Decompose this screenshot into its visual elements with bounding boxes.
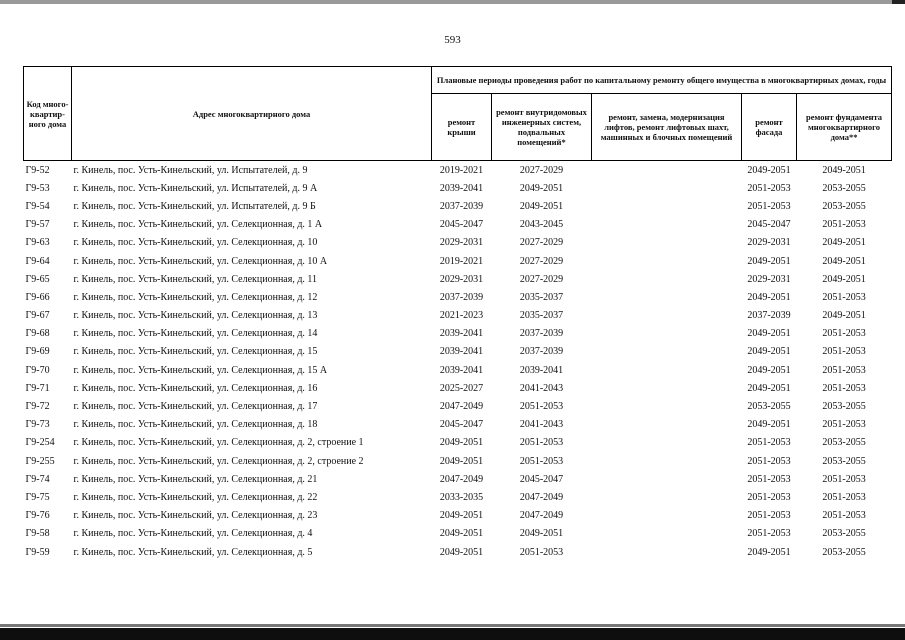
table-row bbox=[24, 525, 892, 543]
cell-foundation: 2051-2053 bbox=[822, 328, 866, 340]
cell-utilities: 2035-2037 bbox=[519, 310, 564, 322]
cell-address: г. Кинель, пос. Усть-Кинельский, ул. Селекционная, д. 10 А bbox=[73, 255, 328, 267]
cell-foundation: 2051-2053 bbox=[822, 346, 866, 358]
cell-foundation: 2051-2053 bbox=[822, 364, 866, 376]
cell-address: г. Кинель, пос. Усть-Кинельский, ул. Селекционная, д. 1 А bbox=[73, 219, 323, 231]
cell-foundation: 2051-2053 bbox=[822, 419, 866, 431]
cell-roof: 2049-2051 bbox=[439, 437, 484, 449]
table-row bbox=[24, 197, 892, 215]
cell-facade: 2051-2053 bbox=[747, 182, 791, 194]
table-body bbox=[24, 161, 892, 562]
cell-foundation: 2053-2055 bbox=[822, 455, 866, 467]
capital-repair-table bbox=[23, 66, 892, 561]
cell-elevators bbox=[592, 343, 742, 361]
cell-address: г. Кинель, пос. Усть-Кинельский, ул. Селекционная, д. 12 bbox=[73, 291, 318, 303]
cell-utilities: 2027-2029 bbox=[519, 255, 564, 267]
cell-utilities: 2051-2053 bbox=[519, 401, 564, 413]
cell-roof: 2049-2051 bbox=[439, 510, 484, 522]
cell-code: Г9-254 bbox=[25, 437, 55, 449]
cell-facade: 2049-2051 bbox=[747, 255, 791, 267]
cell-code: Г9-74 bbox=[25, 473, 50, 485]
cell-foundation: 2049-2051 bbox=[822, 310, 866, 322]
header-code: Код много-квартир-ного дома bbox=[24, 67, 72, 161]
cell-facade: 2051-2053 bbox=[747, 510, 791, 522]
table-row bbox=[24, 488, 892, 506]
cell-facade: 2029-2031 bbox=[747, 237, 791, 249]
cell-foundation: 2053-2055 bbox=[822, 437, 866, 449]
cell-facade: 2053-2055 bbox=[747, 401, 791, 413]
cell-utilities: 2043-2045 bbox=[519, 219, 564, 231]
table-row bbox=[24, 397, 892, 415]
cell-facade: 2049-2051 bbox=[747, 419, 791, 431]
table-row bbox=[24, 343, 892, 361]
cell-utilities: 2049-2051 bbox=[519, 528, 564, 540]
header-facade: ремонт фасада bbox=[742, 94, 797, 161]
cell-foundation: 2049-2051 bbox=[822, 255, 866, 267]
cell-code: Г9-71 bbox=[25, 382, 50, 394]
cell-elevators bbox=[592, 270, 742, 288]
cell-address: г. Кинель, пос. Усть-Кинельский, ул. Испытателей, д. 9 bbox=[73, 164, 308, 176]
cell-code: Г9-64 bbox=[25, 255, 50, 267]
table-row bbox=[24, 416, 892, 434]
cell-facade: 2029-2031 bbox=[747, 273, 791, 285]
cell-address: г. Кинель, пос. Усть-Кинельский, ул. Селекционная, д. 14 bbox=[73, 328, 318, 340]
cell-foundation: 2053-2055 bbox=[822, 546, 866, 558]
header-roof: ремонт крыши bbox=[432, 94, 492, 161]
cell-address: г. Кинель, пос. Усть-Кинельский, ул. Испытателей, д. 9 А bbox=[73, 182, 318, 194]
cell-facade: 2049-2051 bbox=[747, 546, 791, 558]
cell-utilities: 2027-2029 bbox=[519, 164, 564, 176]
cell-address: г. Кинель, пос. Усть-Кинельский, ул. Селекционная, д. 11 bbox=[73, 273, 318, 285]
cell-elevators bbox=[592, 216, 742, 234]
cell-utilities: 2027-2029 bbox=[519, 273, 564, 285]
cell-roof: 2037-2039 bbox=[439, 291, 484, 303]
header-utilities: ремонт внутридомовых инженерных систем, подвальных помещений* bbox=[492, 94, 592, 161]
cell-address: г. Кинель, пос. Усть-Кинельский, ул. Испытателей, д. 9 Б bbox=[73, 200, 316, 212]
cell-code: Г9-75 bbox=[25, 491, 50, 503]
cell-foundation: 2051-2053 bbox=[822, 219, 866, 231]
table-row bbox=[24, 234, 892, 252]
cell-facade: 2051-2053 bbox=[747, 473, 791, 485]
cell-roof: 2037-2039 bbox=[439, 200, 484, 212]
cell-roof: 2047-2049 bbox=[439, 473, 484, 485]
cell-code: Г9-73 bbox=[25, 419, 50, 431]
cell-facade: 2051-2053 bbox=[747, 200, 791, 212]
cell-facade: 2037-2039 bbox=[747, 310, 791, 322]
cell-address: г. Кинель, пос. Усть-Кинельский, ул. Селекционная, д. 2, строение 2 bbox=[73, 455, 364, 467]
cell-foundation: 2051-2053 bbox=[822, 473, 866, 485]
cell-utilities: 2037-2039 bbox=[519, 346, 564, 358]
cell-code: Г9-255 bbox=[25, 455, 55, 467]
cell-facade: 2051-2053 bbox=[747, 491, 791, 503]
header-planned-periods: Плановые периоды проведения работ по капитальному ремонту общего имущества в многоквартирных домах, годы bbox=[432, 67, 892, 94]
cell-roof: 2039-2041 bbox=[439, 364, 484, 376]
cell-roof: 2025-2027 bbox=[439, 382, 484, 394]
cell-address: г. Кинель, пос. Усть-Кинельский, ул. Селекционная, д. 10 bbox=[73, 237, 318, 249]
cell-facade: 2049-2051 bbox=[747, 328, 791, 340]
cell-address: г. Кинель, пос. Усть-Кинельский, ул. Селекционная, д. 18 bbox=[73, 419, 318, 431]
cell-foundation: 2051-2053 bbox=[822, 382, 866, 394]
cell-elevators bbox=[592, 161, 742, 180]
cell-address: г. Кинель, пос. Усть-Кинельский, ул. Селекционная, д. 4 bbox=[73, 528, 313, 540]
cell-utilities: 2047-2049 bbox=[519, 491, 564, 503]
cell-utilities: 2027-2029 bbox=[519, 237, 564, 249]
cell-foundation: 2049-2051 bbox=[822, 164, 866, 176]
cell-address: г. Кинель, пос. Усть-Кинельский, ул. Селекционная, д. 22 bbox=[73, 491, 318, 503]
cell-facade: 2049-2051 bbox=[747, 346, 791, 358]
cell-roof: 2019-2021 bbox=[439, 164, 484, 176]
cell-roof: 2039-2041 bbox=[439, 328, 484, 340]
cell-elevators bbox=[592, 361, 742, 379]
cell-foundation: 2053-2055 bbox=[822, 182, 866, 194]
cell-code: Г9-67 bbox=[25, 310, 50, 322]
table-row bbox=[24, 379, 892, 397]
cell-roof: 2045-2047 bbox=[439, 219, 484, 231]
cell-code: Г9-66 bbox=[25, 291, 50, 303]
cell-address: г. Кинель, пос. Усть-Кинельский, ул. Селекционная, д. 16 bbox=[73, 382, 318, 394]
cell-elevators bbox=[592, 307, 742, 325]
cell-roof: 2021-2023 bbox=[439, 310, 484, 322]
table-row bbox=[24, 452, 892, 470]
cell-roof: 2029-2031 bbox=[439, 237, 484, 249]
table-row bbox=[24, 288, 892, 306]
cell-roof: 2039-2041 bbox=[439, 182, 484, 194]
cell-roof: 2049-2051 bbox=[439, 528, 484, 540]
cell-elevators bbox=[592, 434, 742, 452]
cell-foundation: 2053-2055 bbox=[822, 200, 866, 212]
cell-roof: 2049-2051 bbox=[439, 455, 484, 467]
cell-code: Г9-63 bbox=[25, 237, 50, 249]
cell-elevators bbox=[592, 397, 742, 415]
cell-utilities: 2049-2051 bbox=[519, 182, 564, 194]
cell-foundation: 2049-2051 bbox=[822, 237, 866, 249]
cell-code: Г9-58 bbox=[25, 528, 50, 540]
cell-facade: 2051-2053 bbox=[747, 455, 791, 467]
cell-utilities: 2049-2051 bbox=[519, 200, 564, 212]
cell-code: Г9-59 bbox=[25, 546, 50, 558]
cell-utilities: 2041-2043 bbox=[519, 382, 564, 394]
cell-code: Г9-53 bbox=[25, 182, 50, 194]
cell-utilities: 2051-2053 bbox=[519, 546, 564, 558]
top-rule bbox=[0, 0, 905, 4]
cell-code: Г9-52 bbox=[25, 164, 50, 176]
cell-utilities: 2035-2037 bbox=[519, 291, 564, 303]
cell-roof: 2033-2035 bbox=[439, 491, 484, 503]
cell-address: г. Кинель, пос. Усть-Кинельский, ул. Селекционная, д. 17 bbox=[73, 401, 318, 413]
cell-foundation: 2051-2053 bbox=[822, 291, 866, 303]
cell-elevators bbox=[592, 488, 742, 506]
table-row bbox=[24, 470, 892, 488]
table-row bbox=[24, 361, 892, 379]
cell-code: Г9-69 bbox=[25, 346, 50, 358]
cell-code: Г9-68 bbox=[25, 328, 50, 340]
header-address: Адрес многоквартирного дома bbox=[72, 67, 432, 161]
header-row-group bbox=[24, 67, 892, 94]
table-row bbox=[24, 543, 892, 561]
cell-code: Г9-70 bbox=[25, 364, 50, 376]
page-number: 593 bbox=[444, 34, 461, 46]
table-row bbox=[24, 270, 892, 288]
cell-address: г. Кинель, пос. Усть-Кинельский, ул. Селекционная, д. 21 bbox=[73, 473, 318, 485]
header-elevators: ремонт, замена, модернизация лифтов, ремонт лифтовых шахт, машинных и блочных помещений bbox=[592, 94, 742, 161]
cell-roof: 2045-2047 bbox=[439, 419, 484, 431]
cell-elevators bbox=[592, 525, 742, 543]
cell-utilities: 2051-2053 bbox=[519, 437, 564, 449]
cell-elevators bbox=[592, 452, 742, 470]
cell-foundation: 2051-2053 bbox=[822, 510, 866, 522]
cell-facade: 2049-2051 bbox=[747, 164, 791, 176]
cell-address: г. Кинель, пос. Усть-Кинельский, ул. Селекционная, д. 13 bbox=[73, 310, 318, 322]
cell-elevators bbox=[592, 416, 742, 434]
cell-address: г. Кинель, пос. Усть-Кинельский, ул. Селекционная, д. 15 bbox=[73, 346, 318, 358]
cell-elevators bbox=[592, 543, 742, 561]
bottom-scan-bar bbox=[0, 628, 905, 640]
cell-elevators bbox=[592, 507, 742, 525]
table-row bbox=[24, 325, 892, 343]
top-rule-edge bbox=[892, 0, 905, 4]
cell-code: Г9-54 bbox=[25, 200, 50, 212]
cell-facade: 2051-2053 bbox=[747, 437, 791, 449]
cell-facade: 2045-2047 bbox=[747, 219, 791, 231]
cell-foundation: 2053-2055 bbox=[822, 401, 866, 413]
cell-facade: 2049-2051 bbox=[747, 382, 791, 394]
bottom-rule bbox=[0, 624, 905, 627]
cell-utilities: 2037-2039 bbox=[519, 328, 564, 340]
cell-roof: 2039-2041 bbox=[439, 346, 484, 358]
cell-utilities: 2047-2049 bbox=[519, 510, 564, 522]
cell-elevators bbox=[592, 470, 742, 488]
cell-address: г. Кинель, пос. Усть-Кинельский, ул. Селекционная, д. 5 bbox=[73, 546, 313, 558]
header-foundation: ремонт фундамента многоквартирного дома** bbox=[797, 94, 892, 161]
cell-address: г. Кинель, пос. Усть-Кинельский, ул. Селекционная, д. 15 А bbox=[73, 364, 328, 376]
table-row bbox=[24, 507, 892, 525]
table-row bbox=[24, 179, 892, 197]
cell-elevators bbox=[592, 379, 742, 397]
cell-elevators bbox=[592, 288, 742, 306]
cell-address: г. Кинель, пос. Усть-Кинельский, ул. Селекционная, д. 23 bbox=[73, 510, 318, 522]
cell-facade: 2049-2051 bbox=[747, 364, 791, 376]
cell-address: г. Кинель, пос. Усть-Кинельский, ул. Селекционная, д. 2, строение 1 bbox=[73, 437, 364, 449]
cell-utilities: 2039-2041 bbox=[519, 364, 564, 376]
cell-foundation: 2053-2055 bbox=[822, 528, 866, 540]
table-row bbox=[24, 216, 892, 234]
cell-elevators bbox=[592, 179, 742, 197]
cell-facade: 2051-2053 bbox=[747, 528, 791, 540]
cell-elevators bbox=[592, 325, 742, 343]
cell-roof: 2047-2049 bbox=[439, 401, 484, 413]
cell-roof: 2019-2021 bbox=[439, 255, 484, 267]
cell-foundation: 2051-2053 bbox=[822, 491, 866, 503]
cell-elevators bbox=[592, 234, 742, 252]
cell-roof: 2049-2051 bbox=[439, 546, 484, 558]
table-row bbox=[24, 307, 892, 325]
cell-code: Г9-57 bbox=[25, 219, 50, 231]
cell-elevators bbox=[592, 252, 742, 270]
cell-foundation: 2049-2051 bbox=[822, 273, 866, 285]
cell-utilities: 2041-2043 bbox=[519, 419, 564, 431]
cell-utilities: 2045-2047 bbox=[519, 473, 564, 485]
cell-code: Г9-72 bbox=[25, 401, 50, 413]
cell-roof: 2029-2031 bbox=[439, 273, 484, 285]
table-row bbox=[24, 434, 892, 452]
table-row bbox=[24, 161, 892, 180]
cell-utilities: 2051-2053 bbox=[519, 455, 564, 467]
table-row bbox=[24, 252, 892, 270]
cell-code: Г9-76 bbox=[25, 510, 50, 522]
cell-facade: 2049-2051 bbox=[747, 291, 791, 303]
cell-code: Г9-65 bbox=[25, 273, 50, 285]
cell-elevators bbox=[592, 197, 742, 215]
